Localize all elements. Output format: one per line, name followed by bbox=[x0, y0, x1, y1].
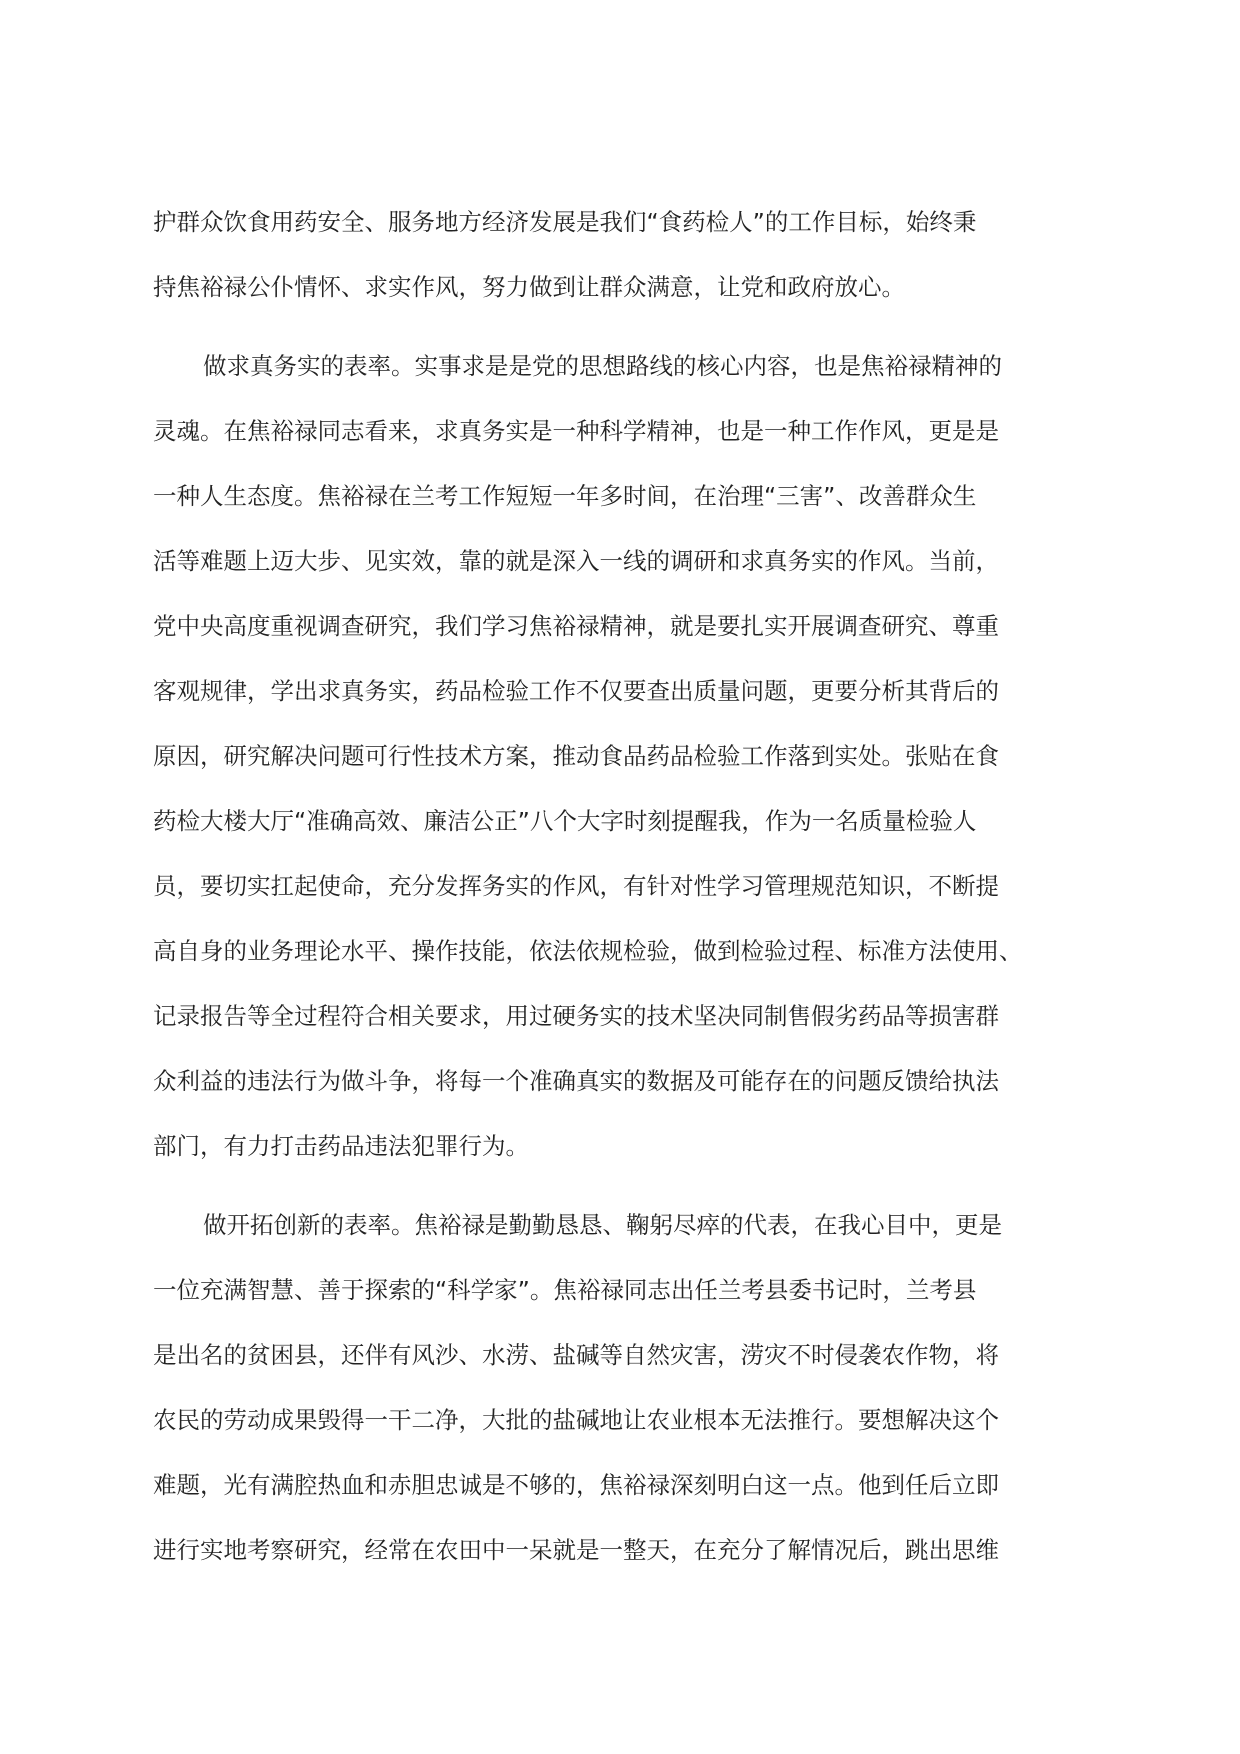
text-line: 一种人生态度。焦裕禄在兰考工作短短一年多时间，在治理“三害”、改善群众生 bbox=[153, 482, 977, 510]
text-line: 难题，光有满腔热血和赤胆忠诚是不够的，焦裕禄深刻明白这一点。他到任后立即 bbox=[153, 1471, 999, 1499]
text-line: 活等难题上迈大步、见实效，靠的就是深入一线的调研和求真务实的作风。当前， bbox=[153, 547, 999, 575]
paragraph-gap bbox=[153, 320, 1073, 334]
text-line: 药检大楼大厅“准确高效、廉洁公正”八个大字时刻提醒我，作为一名质量检验人 bbox=[153, 807, 977, 835]
text-line: 灵魂。在焦裕禄同志看来，求真务实是一种科学精神，也是一种工作作风，更是是 bbox=[153, 417, 999, 445]
text-line: 持焦裕禄公仆情怀、求实作风，努力做到让群众满意，让党和政府放心。 bbox=[153, 273, 905, 301]
paragraph-2 bbox=[153, 334, 1073, 1179]
text-line: 一位充满智慧、善于探索的“科学家”。焦裕禄同志出任兰考县委书记时，兰考县 bbox=[153, 1276, 977, 1304]
text-line: 原因，研究解决问题可行性技术方案，推动食品药品检验工作落到实处。张贴在食 bbox=[153, 742, 999, 770]
paragraph-1 bbox=[153, 190, 1073, 320]
text-line-first: 做开拓创新的表率。焦裕禄是勤勤恳恳、鞠躬尽瘁的代表，在我心目中，更是 bbox=[203, 1211, 1002, 1239]
text-line: 高自身的业务理论水平、操作技能，依法依规检验，做到检验过程、标准方法使用、 bbox=[153, 937, 1023, 965]
text-line: 部门，有力打击药品违法犯罪行为。 bbox=[153, 1132, 529, 1160]
paragraph-3 bbox=[153, 1193, 1073, 1583]
text-line: 众利益的违法行为做斗争，将每一个准确真实的数据及可能存在的问题反馈给执法 bbox=[153, 1067, 999, 1095]
text-line: 员，要切实扛起使命，充分发挥务实的作风，有针对性学习管理规范知识，不断提 bbox=[153, 872, 999, 900]
text-line-first: 做求真务实的表率。实事求是是党的思想路线的核心内容，也是焦裕禄精神的 bbox=[203, 352, 1002, 380]
text-line: 党中央高度重视调查研究，我们学习焦裕禄精神，就是要扎实开展调查研究、尊重 bbox=[153, 612, 999, 640]
text-line: 是出名的贫困县，还伴有风沙、水涝、盐碱等自然灾害，涝灾不时侵袭农作物，将 bbox=[153, 1341, 999, 1369]
paragraph-gap bbox=[153, 1179, 1073, 1193]
text-line: 护群众饮食用药安全、服务地方经济发展是我们“食药检人”的工作目标，始终秉 bbox=[153, 208, 977, 236]
text-line: 进行实地考察研究，经常在农田中一呆就是一整天，在充分了解情况后，跳出思维 bbox=[153, 1536, 999, 1564]
text-line: 记录报告等全过程符合相关要求，用过硬务实的技术坚决同制售假劣药品等损害群 bbox=[153, 1002, 999, 1030]
document-body bbox=[153, 190, 1073, 1583]
text-line: 客观规律，学出求真务实，药品检验工作不仅要查出质量问题，更要分析其背后的 bbox=[153, 677, 999, 705]
text-line: 农民的劳动成果毁得一干二净，大批的盐碱地让农业根本无法推行。要想解决这个 bbox=[153, 1406, 999, 1434]
